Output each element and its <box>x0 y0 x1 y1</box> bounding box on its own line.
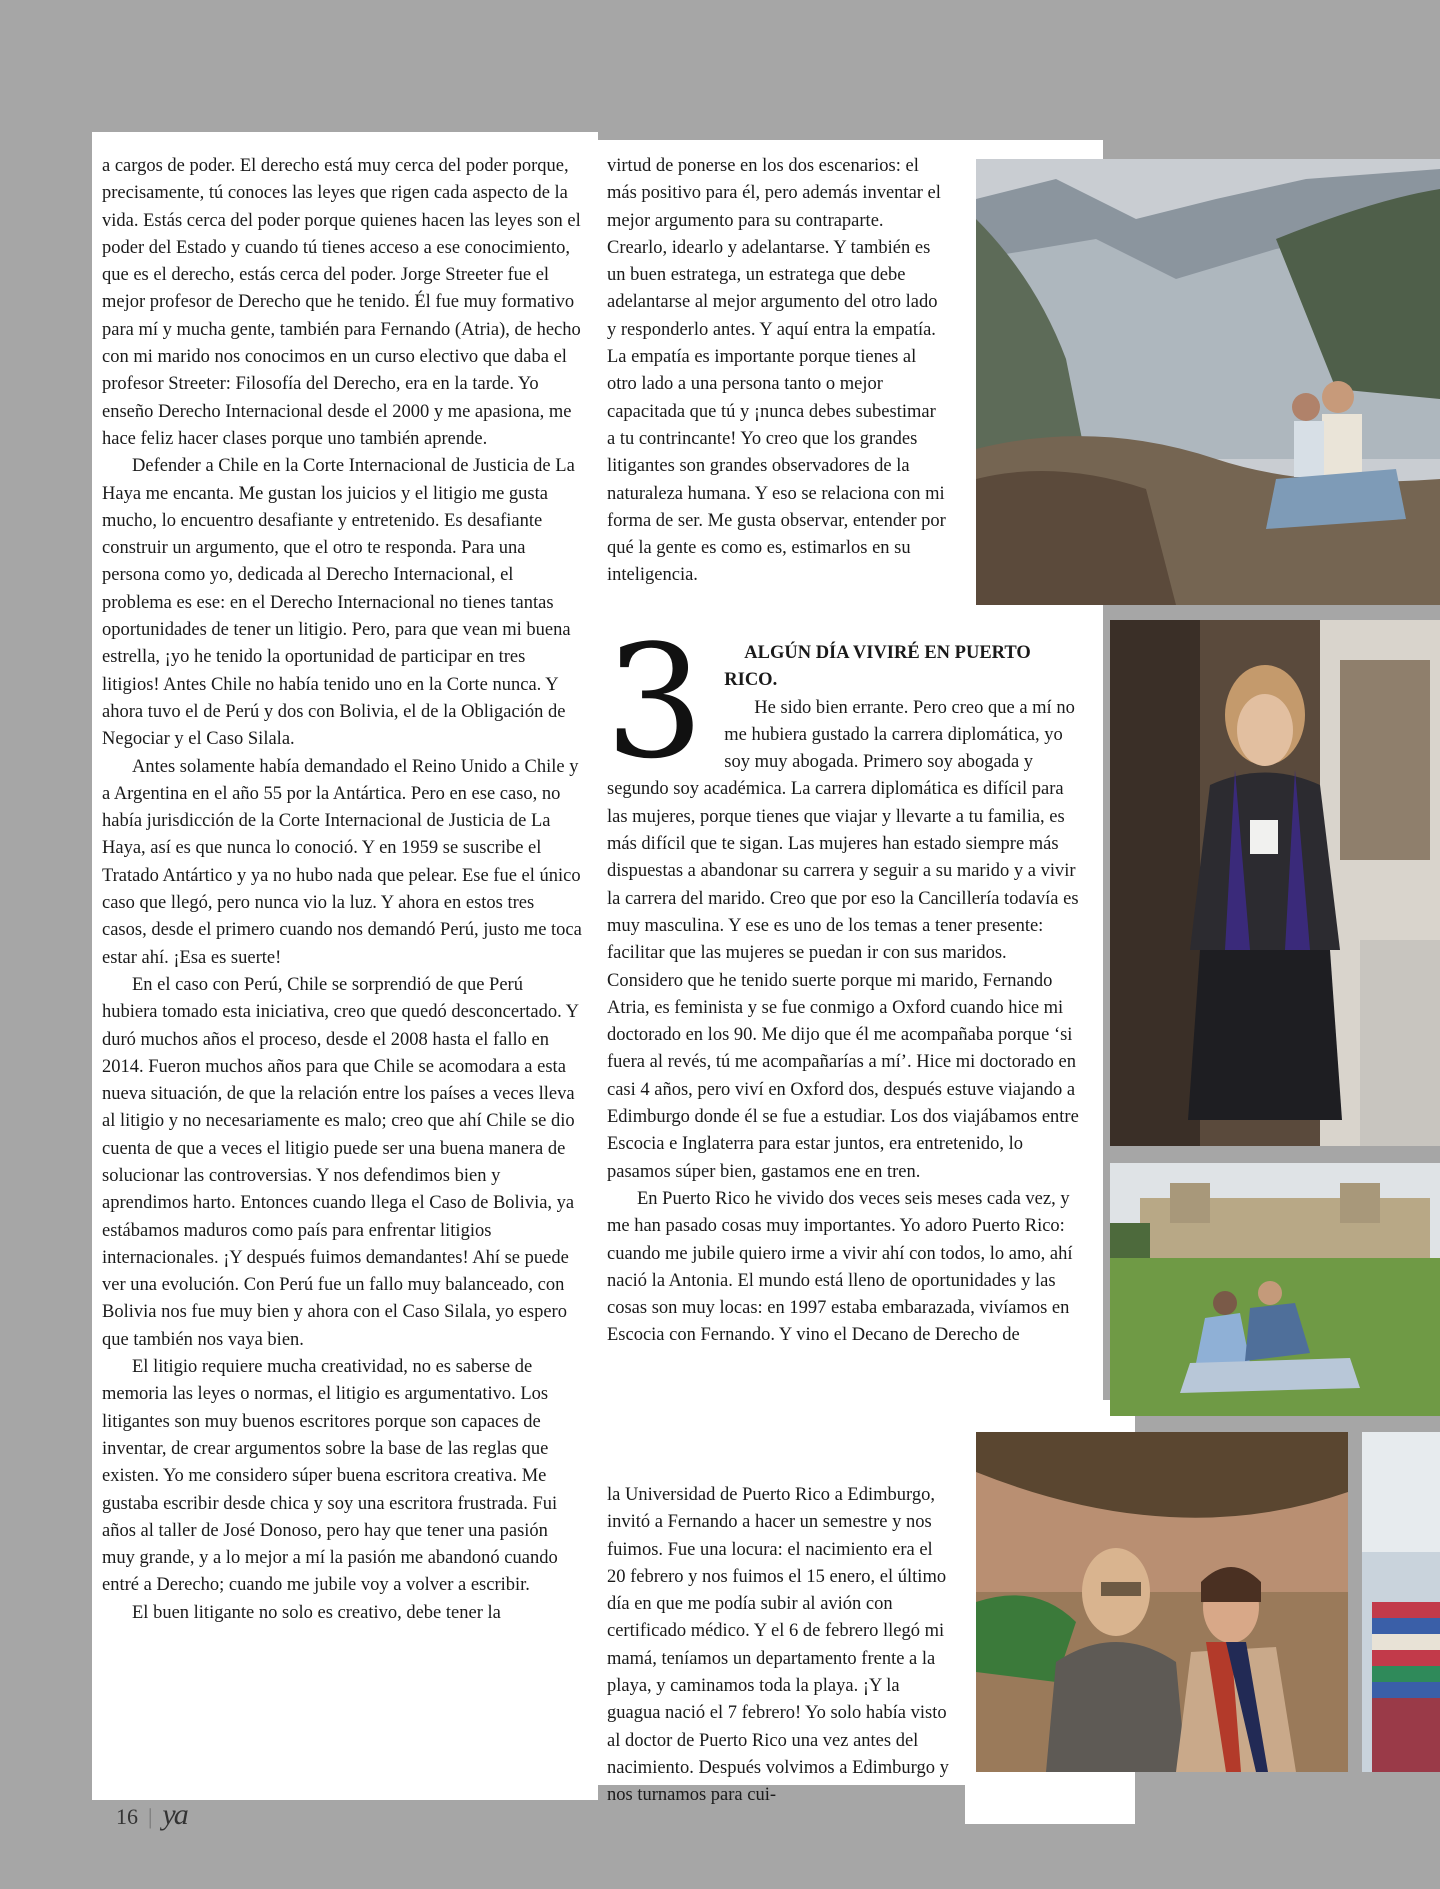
body-paragraph: En el caso con Perú, Chile se sorprendió de que Perú hubiera tomado esta iniciativa, creo que quedó desconcertado. Y duró muchos años el proceso, desde el 2008 hasta el fallo en 2014. Fueron muchos años para que Chile se acomodara a esta nueva situación, de que la relación entre los países a veces lleva al litigio y no necesariamente es malo; creo que ahí Chile se dio cuenta de que a veces el litigio puede ser una buena manera de solucionar las controversias. Y nos defendimos bien y aprendimos harto. Entonces cuando llega el Caso de Bolivia, ya estábamos maduros como país para enfrentar litigios internacionales. ¡Y después fuimos demandantes! Ahí se puede ver una evolución. Con Perú fue un fallo muy balanceado, con Bolivia nos fue muy bien y ahora con el Caso Silala, yo espero que también nos vaya bien. <box>102 974 579 1350</box>
right-top-column <box>607 153 947 590</box>
section-three <box>605 611 1087 1350</box>
body-paragraph: Antes solamente había demandado el Reino Unido a Chile y a Argentina en el año 55 por la Antártica. Pero en ese caso, no había jurisdicción de la Corte Internacional de Justicia de La Haya, así es que nunca lo conoció. Y en 1959 se suscribe el Tratado Antártico y ya no hubo nada que pelear. Ese fue el único caso que llegó, pero nunca vio la luz. Y ahora en estos tres casos, desde el primero cuando nos demandó Perú, justo me toca estar ahí. ¡Esa es suerte! <box>102 756 582 968</box>
body-paragraph: la Universidad de Puerto Rico a Edimburgo, invitó a Fernando a hacer un semestre y nos fuimos. Fue una locura: el nacimiento era el 20 febrero y nos fuimos el 15 enero, el último día en que me podía subir al avión con certificado médico. Y el 6 de febrero llegó mi mamá, teníamos un departamento frente a la playa, y caminamos toda la playa. ¡Y la guagua nació el 7 febrero! Yo solo había visto al doctor de Puerto Rico una vez antes del nacimiento. Después volvimos a Edimburgo y nos turnamos para cui- <box>607 1485 949 1806</box>
body-paragraph: virtud de ponerse en los dos escenarios: el más positivo para él, pero además inventar el mejor argumento para su contraparte. Crearlo, idearlo y adelantarse. Y también es un buen estratega, un estratega que debe adelantarse al mejor argumento del otro lado y responderlo antes. Y aquí entra la empatía. La empatía es importante porque tienes al otro lado a una persona tanto o mejor capacitada que tú y ¡nunca debes subestimar a tu contrincante! Yo creo que los grandes litigantes son grandes observadores de la naturaleza humana. Y eso se relaciona con mi forma de ser. Me gusta observar, entender por qué la gente es como es, estimarlos en su inteligencia. <box>607 156 946 586</box>
folio-separator: | <box>148 1804 153 1829</box>
park-couple-photo <box>976 1432 1348 1772</box>
body-paragraph: a cargos de poder. El derecho está muy cerca del poder porque, precisamente, tú conoces las leyes que rigen cada aspecto de la vida. Estás cerca del poder porque quienes hacen las leyes son el poder del Estado y cuando tú tienes acceso a ese conocimiento, que es el derecho, estás cerca del poder. Jorge Streeter fue el mejor profesor de Derecho que he tenido. Él fue muy formativo para mí y mucha gente, también para Fernando (Atria), de hecho con mi marido nos conocimos en un curso electivo que daba el profesor Streeter: Filosofía del Derecho, era en la tarde. Yo enseño Derecho Internacional desde el 2000 y me apasiona, me hace feliz hacer clases porque uno también aprende. <box>102 156 581 449</box>
section-number: 3 <box>605 611 705 793</box>
body-paragraph: El buen litigante no solo es creativo, debe tener la <box>132 1602 501 1623</box>
magazine-logo: ya <box>162 1798 187 1831</box>
college-lawn-photo <box>1110 1163 1440 1416</box>
portrait-kitchen-photo <box>1110 620 1440 1146</box>
body-paragraph: Defender a Chile en la Corte Internacional de Justicia de La Haya me encanta. Me gustan los juicios y el litigio me gusta mucho, lo encuentro desafiante y entretenido. Es desafiante construir un argumento, que el otro te responda. Para una persona como yo, dedicada al Derecho Internacional, el problema es ese: en el Derecho Internacional no tienes tantas oportunidades de tener un litigio. Pero, para que vean mi buena estrella, ¡yo he tenido la oportunidad de participar en tres litigios! Antes Chile no había tenido uno en la Corte nunca. Y ahora tuvo el de Perú y dos con Bolivia, el de la Obligación de Negociar y el Caso Silala. <box>102 456 575 750</box>
fjord-couple-photo <box>976 159 1440 605</box>
page-folio <box>116 1798 187 1832</box>
body-paragraph: En Puerto Rico he vivido dos veces seis meses cada vez, y me han pasado cosas muy importantes. Yo adoro Puerto Rico: cuando me jubile quiero irme a vivir ahí con todos, lo amo, ahí nació la Antonia. El mundo está lleno de oportunidades y las cosas son muy locas: en 1997 estaba embarazada, vivíamos en Escocia con Fernando. Y vino el Decano de Derecho de <box>607 1188 1073 1346</box>
body-paragraph: He sido bien errante. Pero creo que a mí no me hubiera gustado la carrera diplomática, yo soy muy abogada. Primero soy abogada y segundo soy académica. La carrera diplomática es difícil para las mujeres, porque tienes que viajar y llevarte a tu familia, es más difícil que te sigan. Las mujeres han estado siempre más dispuestas a abandonar su carrera y seguir a su marido y a vivir la carrera del marido. Creo que por eso la Cancillería todavía es muy masculina. Y ese es uno de los temas a tener presente: facilitar que las mujeres se puedan ir con sus maridos. Considero que he tenido suerte porque mi marido, Fernando Atria, es feminista y se fue conmigo a Oxford cuando hice mi doctorado en los 90. Me dijo que él me acompañaba porque ‘si fuera al revés, tú me acompañarías a mí’. Hice mi doctorado en casi 4 años, pero viví en Oxford dos, después estuve viajando a Edimburgo donde él se fue a estudiar. Los dos viajábamos entre Escocia e Inglaterra para estar juntos, era entretenido, lo pasamos súper bien, gastamos ene en tren. <box>607 697 1079 1182</box>
child-scarf-photo <box>1362 1432 1440 1772</box>
section-three-continued <box>607 1482 952 1810</box>
left-column <box>102 153 582 1627</box>
page-number: 16 <box>116 1804 138 1829</box>
body-paragraph: El litigio requiere mucha creatividad, no es saberse de memoria las leyes o normas, el litigio es argumentativo. Los litigantes son muy buenos escritores porque son capaces de inventar, de crear argumentos sobre la base de las reglas que existen. Yo me considero súper buena escritora creativa. Me gustaba escribir desde chica y soy una escritora frustrada. Fui años al taller de José Donoso, pero hay que tener una pasión muy grande, y a lo mejor a mí la pasión me abandonó cuando entré a Derecho; cuando me jubile voy a volver a escribir. <box>102 1357 558 1596</box>
section-title: ALGÚN DÍA VIVIRÉ EN PUERTO RICO. <box>724 643 1031 691</box>
